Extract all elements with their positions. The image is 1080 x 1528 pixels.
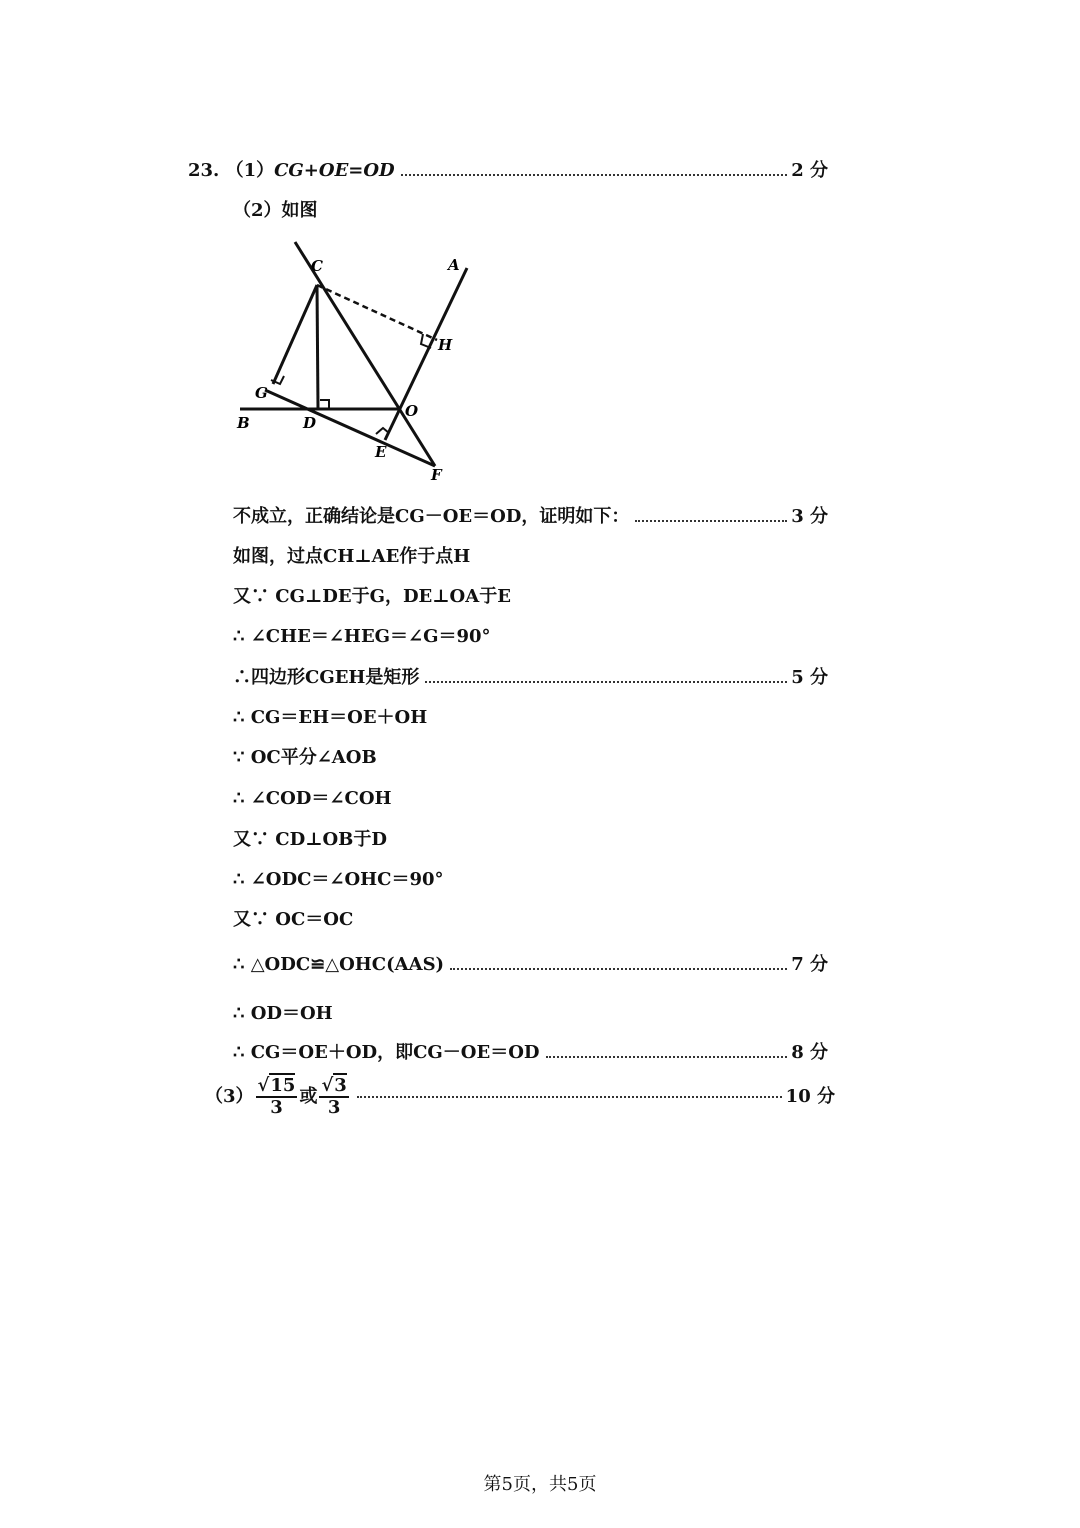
q23-part3-label: （3） — [205, 1086, 254, 1107]
proof-line-12 — [233, 954, 828, 976]
proof-line-10: ∴ ∠ODC＝∠OHC＝90° — [233, 869, 444, 890]
q23-part1-score: 2 分 — [791, 160, 828, 181]
q23-part3-score: 10 分 — [785, 1086, 835, 1107]
proof-line-12-text: ∴ △ODC≌△OHC(AAS) — [233, 954, 445, 975]
proof-line-8: ∴ ∠COD＝∠COH — [233, 788, 392, 809]
label-D: D — [303, 414, 317, 432]
dotted-leader — [425, 681, 787, 683]
proof-line-13: ∴ OD＝OH — [233, 1003, 333, 1024]
proof-line-1 — [233, 506, 828, 528]
frac2-denominator: 3 — [327, 1097, 341, 1118]
frac1-numerator: 15 — [270, 1075, 296, 1096]
fraction-sqrt15-over-3: $\frac{√15}{3}$ — [257, 1075, 296, 1118]
frac2-numerator: 3 — [334, 1075, 347, 1096]
proof-line-5-text: ∴四边形CGEH是矩形 — [233, 667, 420, 688]
proof-line-1-text: 不成立，正确结论是CG－OE＝OD，证明如下： — [233, 506, 630, 527]
proof-line-14-text: ∴ CG＝OE＋OD，即CG－OE＝OD — [233, 1042, 540, 1063]
dotted-leader — [401, 174, 788, 176]
line-OA — [385, 268, 467, 440]
label-H: H — [438, 336, 453, 354]
proof-line-3: 又∵ CG⊥DE于G，DE⊥OA于E — [233, 586, 511, 607]
proof-line-4: ∴ ∠CHE＝∠HEG＝∠G＝90° — [233, 626, 491, 647]
dotted-leader — [450, 968, 787, 970]
proof-line-5-score: 5 分 — [791, 667, 828, 688]
proof-line-5 — [233, 667, 828, 689]
segment-CH-dashed — [317, 285, 437, 340]
proof-line-11: 又∵ OC＝OC — [233, 909, 354, 930]
proof-line-6: ∴ CG＝EH＝OE＋OH — [233, 707, 428, 728]
proof-line-7: ∵ OC平分∠AOB — [233, 747, 377, 768]
segment-CG — [273, 285, 317, 384]
frac1-denominator: 3 — [270, 1097, 283, 1118]
or-text: 或 — [299, 1086, 318, 1107]
label-F: F — [431, 466, 442, 484]
segment-CD — [317, 285, 318, 409]
q23-part2-heading: （2）如图 — [233, 200, 318, 221]
dotted-leader — [635, 520, 787, 522]
label-E: E — [375, 443, 387, 461]
geometry-figure — [225, 240, 485, 490]
line-CF — [295, 242, 435, 466]
proof-line-14 — [233, 1042, 828, 1064]
proof-line-2: 如图，过点CH⊥AE作于点H — [233, 546, 471, 567]
label-C: C — [311, 257, 323, 275]
dotted-leader — [357, 1096, 782, 1098]
q23-part1-label: 23. （1） — [188, 160, 275, 181]
label-G: G — [255, 384, 268, 402]
proof-line-14-score: 8 分 — [791, 1042, 828, 1063]
q23-part1-line — [188, 160, 828, 182]
fraction-sqrt3-over-3: $\frac{√3}{3}$ — [321, 1075, 347, 1118]
proof-line-12-score: 7 分 — [791, 954, 828, 975]
label-A: A — [448, 256, 460, 274]
label-B: B — [237, 414, 250, 432]
dotted-leader — [546, 1056, 788, 1058]
label-O: O — [405, 402, 419, 420]
proof-line-1-score: 3 分 — [791, 506, 828, 527]
proof-line-9: 又∵ CD⊥OB于D — [233, 829, 387, 850]
q23-part3-line — [205, 1076, 835, 1118]
page-footer: 第5页，共5页 — [483, 1474, 597, 1495]
q23-part1-expr: CG+OE=OD — [274, 160, 395, 181]
